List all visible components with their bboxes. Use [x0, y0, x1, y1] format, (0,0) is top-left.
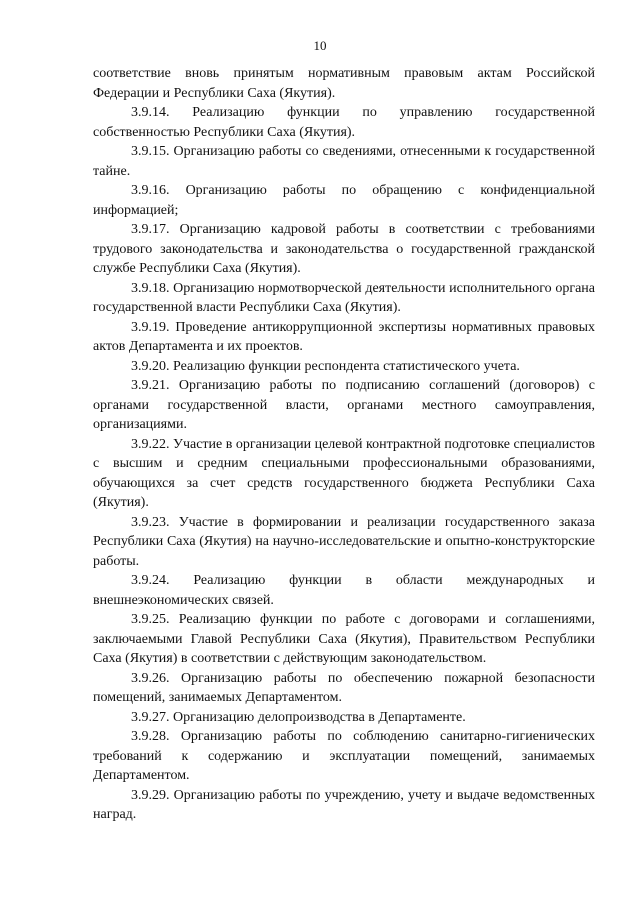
paragraph-3-9-15: 3.9.15. Организацию работы со сведениями, отнесенными к государственной тайне.: [93, 144, 595, 179]
paragraph-3-9-23: 3.9.23. Участие в формировании и реализации государственного заказа Республики Саха (Якутия) на научно-исследовательские и опытно-конструкторские работы.: [93, 514, 595, 569]
paragraph-3-9-24: 3.9.24. Реализацию функции в области международных и внешнеэкономических связей.: [93, 573, 595, 608]
paragraph-3-9-14: 3.9.14. Реализацию функции по управлению государственной собственностью Республики Саха (Якутия).: [93, 105, 595, 140]
paragraph-3-9-29: 3.9.29. Организацию работы по учреждению, учету и выдаче ведомственных наград.: [93, 787, 595, 822]
paragraph-3-9-20: 3.9.20. Реализацию функции респондента статистического учета.: [131, 358, 520, 374]
paragraph-3-9-19: 3.9.19. Проведение антикоррупционной экспертизы нормативных правовых актов Департамента и их проектов.: [93, 319, 595, 354]
paragraph-3-9-26: 3.9.26. Организацию работы по обеспечению пожарной безопасности помещений, занимаемых Департаментом.: [93, 670, 595, 705]
paragraph-3-9-18: 3.9.18. Организацию нормотворческой деятельности исполнительного органа государственной власти Республики Саха (Якутия).: [93, 280, 595, 315]
document-body: [93, 64, 595, 825]
paragraph-3-9-22: 3.9.22. Участие в организации целевой контрактной подготовке специалистов с высшим и средним специальными профессиональными образованиями, обучающихся за счет средств государственного бюджета Республики Саха (Якутия).: [93, 436, 595, 510]
paragraph-3-9-21: 3.9.21. Организацию работы по подписанию соглашений (договоров) с органами государственной власти, органами местного самоуправления, организациями.: [93, 378, 595, 432]
paragraph-3-9-27: 3.9.27. Организацию делопроизводства в Департаменте.: [131, 709, 466, 725]
paragraph-3-9-25: 3.9.25. Реализацию функции по работе с договорами и соглашениями, заключаемыми Главой Республики Саха (Якутия), Правительством Республики Саха (Якутия) в соответствии с действующим законодательством.: [93, 612, 595, 666]
page-number: 10: [313, 38, 327, 53]
paragraph-3-9-28: 3.9.28. Организацию работы по соблюдению санитарно-гигиенических требований к содержанию и эксплуатации помещений, занимаемых Департаментом.: [93, 729, 595, 783]
paragraph-3-9-17: 3.9.17. Организацию кадровой работы в соответствии с требованиями трудового законодательства и законодательства о государственной гражданской службе Республики Саха (Якутия).: [93, 222, 595, 276]
paragraph-continuation: соответствие вновь принятым нормативным правовым актам Российской Федерации и Республики Саха (Якутия).: [93, 66, 595, 101]
paragraph-3-9-16: 3.9.16. Организацию работы по обращению с конфиденциальной информацией;: [93, 183, 595, 218]
